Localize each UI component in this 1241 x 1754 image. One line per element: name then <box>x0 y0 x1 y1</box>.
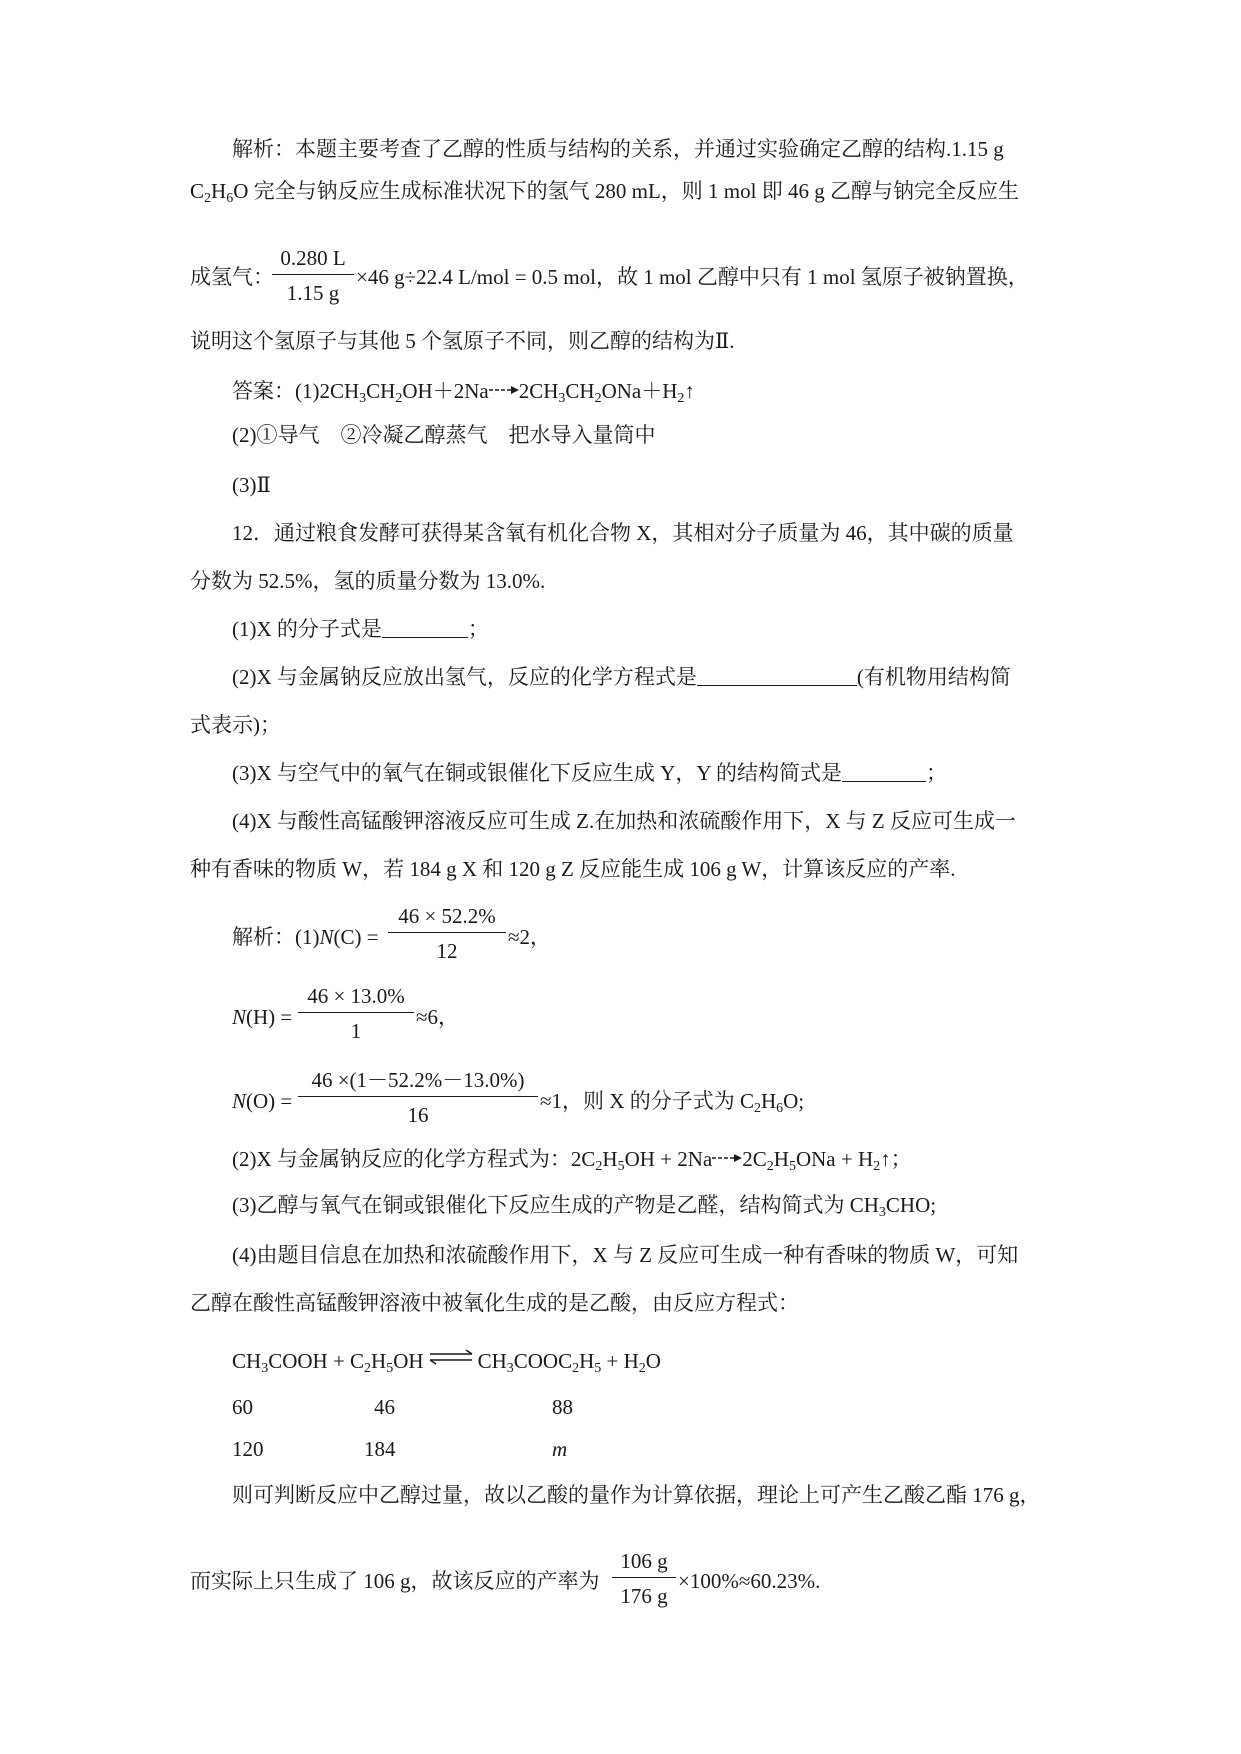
question12-part2-cont: 式表示)； <box>190 713 281 737</box>
analysis1-line3-prefix: 成氢气： <box>190 265 274 289</box>
stoich-row1-ethanol: 46 <box>374 1395 395 1419</box>
no-label: N(O) = <box>232 1089 293 1113</box>
fraction-no <box>298 1067 538 1128</box>
question12-line2: 分数为 52.5%，氢的质量分数为 13.0%. <box>190 569 546 593</box>
stoich-row1-acid: 60 <box>232 1395 253 1419</box>
question12-part2: (2)X 与金属钠反应放出氢气，反应的化学方程式是 (有机物用结构简 <box>232 665 1011 689</box>
conclusion-line1: 则可判断反应中乙醇过量，故以乙酸的量作为计算依据，理论上可产生乙酸乙酯 176 g， <box>232 1483 1041 1507</box>
fraction-nc <box>388 903 506 964</box>
question12-part3: (3)X 与空气中的氧气在铜或银催化下反应生成 Y，Y 的结构简式是 ； <box>232 761 947 785</box>
answer-blank[interactable] <box>842 761 926 782</box>
fraction-denominator: 16 <box>407 1103 429 1127</box>
nc-label: 解析：(1)N(C) = <box>232 925 379 949</box>
stoich-row1-ester: 88 <box>552 1395 573 1419</box>
nh-result: ≈6， <box>416 1005 460 1029</box>
conclusion-line2-prefix: 而实际上只生成了 106 g，故该反应的产率为 <box>190 1569 600 1593</box>
question12-line1: 12．通过粮食发酵可获得某含氧有机化合物 X，其相对分子质量为 46，其中碳的质量 <box>232 521 1014 545</box>
stoich-row2-ester: m <box>552 1437 568 1461</box>
analysis1-line2: $C_2H_6O$ 完全与钠反应生成标准状况下的氢气 280 mL，则 1 mol 即 46 g 乙醇与钠完全反应生 <box>190 179 1019 206</box>
fraction-denominator: 1.15 g <box>286 281 340 305</box>
question12-part4-line1: (4)X 与酸性高锰酸钾溶液反应可生成 Z.在加热和浓硫酸作用下，X 与 Z 反应可生成一 <box>232 809 1016 833</box>
conclusion-line2-rest: ×100%≈60.23%. <box>678 1569 821 1593</box>
fraction-denominator: 1 <box>350 1019 362 1043</box>
question12-part1: (1)X 的分子式是 ； <box>232 617 489 641</box>
answer-blank[interactable] <box>382 617 468 638</box>
nh-label: N(H) = <box>232 1005 293 1029</box>
analysis2-part4-line1: (4)由题目信息在加热和浓硫酸作用下，X 与 Z 反应可生成一种有香味的物质 W，可知 <box>232 1243 1019 1267</box>
fraction-numerator: 46 × 52.2% <box>398 904 496 928</box>
reaction-arrow-icon <box>489 384 519 396</box>
analysis2-part4-line2: 乙醇在酸性高锰酸钾溶液中被氧化生成的是乙酸，由反应方程式： <box>190 1291 799 1315</box>
fraction-hydrogen-volume <box>272 245 354 306</box>
answer-blank[interactable] <box>697 665 857 686</box>
analysis1-line1: 解析：本题主要考查了乙醇的性质与结构的关系，并通过实验确定乙醇的结构.1.15 g <box>232 137 1004 161</box>
analysis2-part3: (3)乙醇与氧气在铜或银催化下反应生成的产物是乙醛，结构简式为 $CH_3CHO$; <box>232 1193 937 1220</box>
reaction-arrow-icon <box>712 1152 742 1164</box>
nc-result: ≈2， <box>508 925 552 949</box>
fraction-nh <box>298 983 414 1044</box>
answer-line1: 答案：$(1)2CH_3CH_2OH+2Na$ $2CH_3CH_2ONa+H_2↑$ <box>232 379 695 406</box>
answer-line3: (3)Ⅱ <box>232 473 271 497</box>
esterification-equation: $CH_3COOH + C_2H_5OH$ $CH_3COOC_2H_5 + H_2O$ <box>232 1349 661 1376</box>
equilibrium-arrow-icon <box>428 1349 474 1365</box>
no-result: ≈1，则 X 的分子式为 $C_2H_6O$; <box>540 1089 805 1116</box>
analysis2-part2: (2)X 与金属钠反应的化学方程式为：$2C_2H_5OH + 2Na$ $2C_2H_5ONa$ + $H_2↑$； <box>232 1147 912 1174</box>
fraction-numerator: 46 ×(1－52.2%－13.0%) <box>311 1068 525 1092</box>
stoich-row2-acid: 120 <box>232 1437 264 1461</box>
fraction-numerator: 106 g <box>620 1549 668 1573</box>
fraction-numerator: 0.280 L <box>280 246 346 270</box>
question12-part4-line2: 种有香味的物质 W，若 184 g X 和 120 g Z 反应能生成 106 g W，计算该反应的产率. <box>190 857 956 881</box>
fraction-numerator: 46 × 13.0% <box>307 984 405 1008</box>
answer-line2: (2)①导气 ②冷凝乙醇蒸气 把水导入量筒中 <box>232 423 656 447</box>
stoich-row2-ethanol: 184 <box>364 1437 396 1461</box>
analysis1-line3-rest: ×46 g÷22.4 L/mol = 0.5 mol，故 1 mol 乙醇中只有 1 mol 氢原子被钠置换， <box>356 265 1029 289</box>
fraction-denominator: 12 <box>436 939 458 963</box>
fraction-yield <box>612 1548 676 1609</box>
analysis1-line4: 说明这个氢原子与其他 5 个氢原子不同，则乙醇的结构为Ⅱ. <box>190 329 735 353</box>
fraction-denominator: 176 g <box>620 1584 668 1608</box>
